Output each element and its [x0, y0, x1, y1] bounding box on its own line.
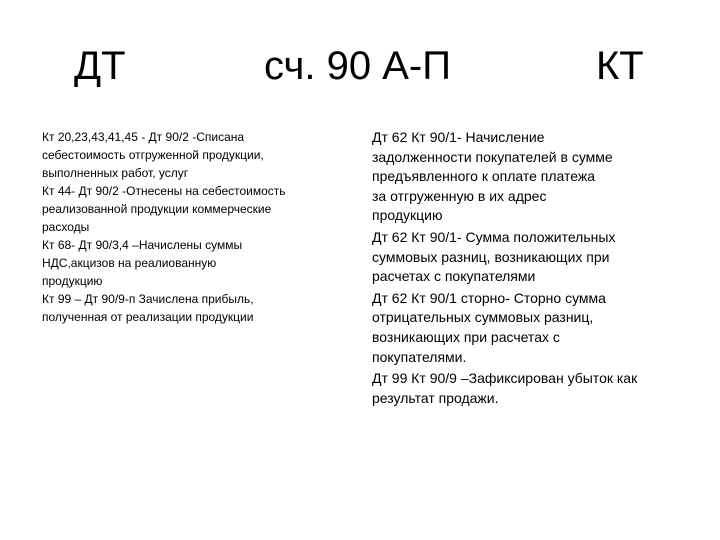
entry-line: Дт 62 Кт 90/1 сторно- Сторно сумма	[372, 289, 606, 306]
credit-entry	[372, 369, 694, 408]
entry-line: за отгруженную в их адрес	[372, 187, 547, 204]
entry-line: продукцию	[42, 274, 103, 288]
entry-line: себестоимость отгруженной продукции,	[42, 148, 264, 162]
title-debit: ДТ	[74, 44, 126, 88]
debit-entry	[42, 128, 342, 182]
entry-line: продукцию	[372, 207, 443, 224]
entry-line: Кт 99 – Дт 90/9-п Зачислена прибыль,	[42, 292, 254, 306]
title-account: сч. 90 А-П	[264, 44, 451, 88]
credit-entry	[372, 289, 694, 367]
entry-line: выполненных работ, услуг	[42, 166, 189, 180]
entry-line: задолженности покупателей в сумме	[372, 148, 613, 165]
credit-entry	[372, 128, 694, 226]
entry-line: расчетах с покупателями	[372, 268, 536, 285]
entry-line: отрицательных суммовых разниц,	[372, 309, 594, 326]
debit-entries-list	[42, 128, 342, 326]
entry-line: покупателями.	[372, 348, 467, 365]
entry-line: результат продажи.	[372, 389, 499, 406]
entry-line: возникающих при расчетах с	[372, 328, 560, 345]
entry-line: реализованной продукции коммерческие	[42, 202, 272, 216]
debit-entry	[42, 290, 342, 326]
entry-line: суммовых разниц, возникающих при	[372, 248, 610, 265]
entry-line: Кт 44- Дт 90/2 -Отнесены на себестоимость	[42, 184, 286, 198]
entry-line: Кт 68- Дт 90/3,4 –Начислены суммы	[42, 238, 243, 252]
entry-line: расходы	[42, 220, 90, 234]
debit-entry	[42, 182, 342, 236]
entry-line: предъявленного к оплате платежа	[372, 168, 596, 185]
entry-line: Дт 62 Кт 90/1- Сумма положительных	[372, 228, 616, 245]
credit-entries-list	[372, 128, 694, 408]
entry-line: НДС,акцизов на реалиованную	[42, 256, 217, 270]
entry-line: полученная от реализации продукции	[42, 310, 254, 324]
title-credit: КТ	[596, 44, 644, 88]
entry-line: Кт 20,23,43,41,45 - Дт 90/2 -Списана	[42, 130, 245, 144]
entry-line: Дт 62 Кт 90/1- Начисление	[372, 129, 545, 145]
credit-entry	[372, 228, 694, 287]
debit-entry	[42, 236, 342, 290]
entry-line: Дт 99 Кт 90/9 –Зафиксирован убыток как	[372, 370, 638, 387]
